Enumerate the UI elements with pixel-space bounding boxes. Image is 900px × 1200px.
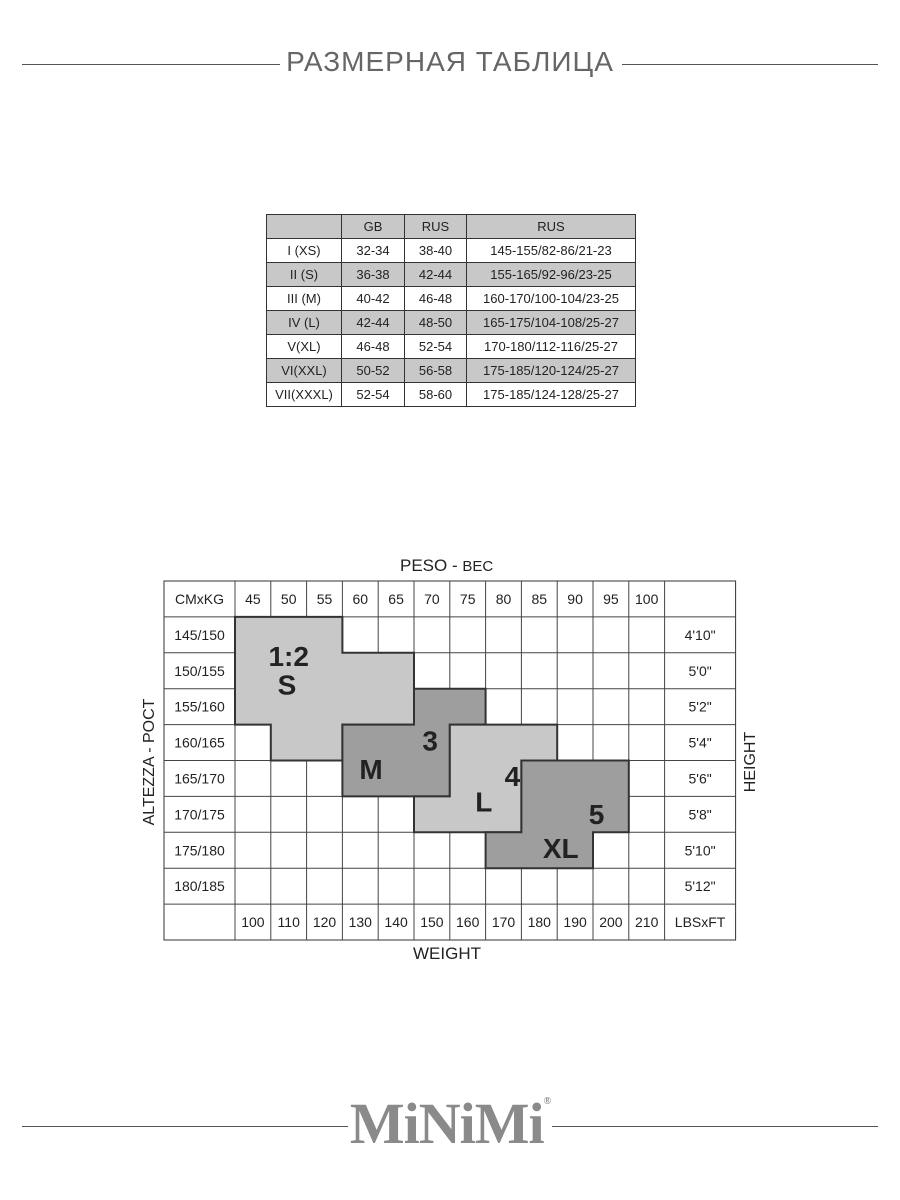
table-cell: 42-44 — [342, 311, 405, 335]
tick-label-lbs: 120 — [312, 914, 337, 931]
tick-label-lbs: 180 — [527, 914, 551, 931]
size-zone-number: 4 — [504, 761, 521, 793]
tick-label-cm: 180/185 — [174, 878, 225, 895]
table-cell: 175-185/120-124/25-27 — [467, 359, 636, 383]
size-zone-label: M — [359, 753, 383, 785]
table-cell: 145-155/82-86/21-23 — [467, 239, 636, 263]
size-table-col-rus: RUS — [405, 215, 467, 239]
tick-label-cm: 155/160 — [174, 698, 225, 715]
table-cell: 40-42 — [342, 287, 405, 311]
table-cell: 52-54 — [342, 383, 405, 407]
tick-label-kg: 45 — [245, 590, 261, 607]
size-zone-label: XL — [542, 832, 579, 864]
tick-label-lbs: 190 — [563, 914, 587, 931]
tick-label-kg: 55 — [316, 590, 333, 607]
table-cell: V(XL) — [267, 335, 342, 359]
tick-label-lbs: 170 — [491, 914, 516, 931]
tick-label-kg: 60 — [352, 590, 369, 607]
table-cell: 160-170/100-104/23-25 — [467, 287, 636, 311]
page-title: РАЗМЕРНАЯ ТАБЛИЦА — [286, 46, 614, 77]
chart-bottom-label: WEIGHT — [413, 944, 481, 963]
table-cell: 42-44 — [405, 263, 467, 287]
tick-label-ft: 5'0" — [688, 662, 712, 679]
tick-label-lbs: 210 — [635, 914, 659, 931]
chart-corner-label: CMxKG — [175, 590, 224, 607]
table-cell: 36-38 — [342, 263, 405, 287]
table-cell: I (XS) — [267, 239, 342, 263]
tick-label-kg: 75 — [459, 590, 476, 607]
tick-label-kg: 70 — [424, 590, 440, 607]
table-cell: II (S) — [267, 263, 342, 287]
tick-label-ft: 5'2" — [688, 698, 712, 715]
tick-label-cm: 160/165 — [174, 734, 225, 751]
tick-label-ft: 5'12" — [684, 878, 716, 895]
table-cell: 50-52 — [342, 359, 405, 383]
chart-corner-label-units: LBSxFT — [674, 914, 726, 931]
table-cell: III (M) — [267, 287, 342, 311]
tick-label-lbs: 130 — [348, 914, 372, 931]
tick-label-lbs: 200 — [599, 914, 623, 931]
size-zone-label: L — [475, 786, 493, 818]
tick-label-lbs: 100 — [241, 914, 265, 931]
table-cell: 155-165/92-96/23-25 — [467, 263, 636, 287]
registered-mark: ® — [543, 1096, 551, 1107]
tick-label-ft: 4'10" — [684, 626, 716, 643]
tick-label-cm: 170/175 — [174, 806, 225, 823]
chart-right-label: HEIGHT — [742, 731, 759, 793]
tick-label-kg: 80 — [495, 590, 512, 607]
table-cell: 46-48 — [405, 287, 467, 311]
tick-label-lbs: 160 — [456, 914, 480, 931]
tick-label-kg: 95 — [603, 590, 619, 607]
size-zone-number: 5 — [588, 798, 605, 830]
size-zone-label: S — [277, 669, 297, 701]
table-cell: 170-180/112-116/25-27 — [467, 335, 636, 359]
tick-label-ft: 5'10" — [684, 842, 716, 859]
chart-left-label: ALTEZZA - POCT — [141, 698, 158, 826]
table-cell: 32-34 — [342, 239, 405, 263]
tick-label-kg: 85 — [531, 590, 548, 607]
chart-top-label-cyrillic: BEC — [462, 558, 494, 575]
tick-label-kg: 50 — [280, 590, 297, 607]
table-cell: 52-54 — [405, 335, 467, 359]
tick-label-lbs: 140 — [384, 914, 408, 931]
tick-label-cm: 165/170 — [174, 770, 225, 787]
tick-label-lbs: 110 — [277, 914, 300, 931]
table-cell: 58-60 — [405, 383, 467, 407]
table-cell: VII(XXXL) — [267, 383, 342, 407]
brand-logo-text: MiNiMi — [349, 1091, 544, 1156]
tick-label-cm: 150/155 — [174, 662, 225, 679]
chart-top-label-latin: PESO - — [400, 556, 463, 575]
tick-label-cm: 145/150 — [174, 626, 225, 643]
tick-label-ft: 5'8" — [688, 806, 712, 823]
tick-label-ft: 5'4" — [688, 734, 712, 751]
size-table-col-rus-measures: RUS — [467, 215, 636, 239]
tick-label-kg: 90 — [567, 590, 583, 607]
table-cell: 175-185/124-128/25-27 — [467, 383, 636, 407]
size-zone-number: 1:2 — [268, 640, 309, 672]
tick-label-cm: 175/180 — [174, 842, 225, 859]
table-cell: 46-48 — [342, 335, 405, 359]
table-cell: IV (L) — [267, 311, 342, 335]
table-cell: 165-175/104-108/25-27 — [467, 311, 636, 335]
tick-label-lbs: 150 — [420, 914, 444, 931]
size-table-col-gb: GB — [342, 215, 405, 239]
brand-logo — [0, 1090, 900, 1157]
table-cell: VI(XXL) — [267, 359, 342, 383]
tick-label-kg: 100 — [635, 590, 659, 607]
table-cell: 48-50 — [405, 311, 467, 335]
table-cell: 56-58 — [405, 359, 467, 383]
table-cell: 38-40 — [405, 239, 467, 263]
size-zone-number: 3 — [422, 725, 438, 757]
tick-label-ft: 5'6" — [688, 770, 712, 787]
tick-label-kg: 65 — [388, 590, 404, 607]
